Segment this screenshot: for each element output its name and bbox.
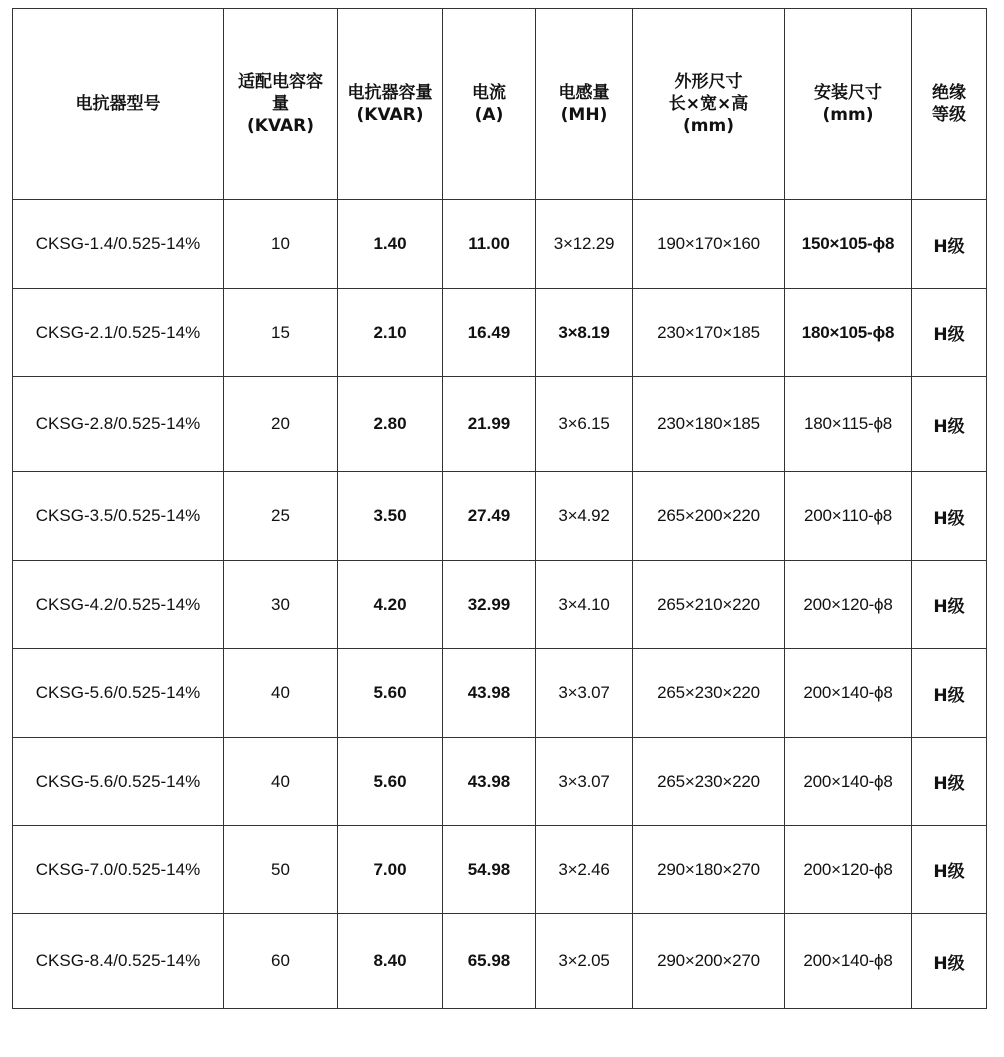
header-model: 电抗器型号 — [13, 9, 224, 200]
header-install-dimensions: 安装尺寸 (mm) — [785, 9, 912, 200]
table-row — [13, 649, 987, 738]
cell-insulation-class: H级 — [912, 649, 987, 738]
cell-reactor-capacity: 2.80 — [338, 377, 443, 472]
cell-inductance: 3×12.29 — [536, 200, 633, 289]
cell-reactor-capacity: 5.60 — [338, 649, 443, 738]
cell-outline-dimensions: 265×230×220 — [633, 649, 785, 738]
cell-inductance: 3×2.05 — [536, 914, 633, 1009]
cell-inductance: 3×2.46 — [536, 826, 633, 914]
cell-outline-dimensions: 290×180×270 — [633, 826, 785, 914]
cell-current: 32.99 — [443, 561, 536, 649]
cell-reactor-capacity: 1.40 — [338, 200, 443, 289]
header-insulation-class: 绝缘 等级 — [912, 9, 987, 200]
cell-model: CKSG-7.0/0.525-14% — [13, 826, 224, 914]
table-row — [13, 914, 987, 1009]
table-row — [13, 826, 987, 914]
cell-reactor-capacity: 2.10 — [338, 289, 443, 377]
cell-model: CKSG-8.4/0.525-14% — [13, 914, 224, 1009]
cell-current: 11.00 — [443, 200, 536, 289]
cell-insulation-class: H级 — [912, 472, 987, 561]
cell-model: CKSG-5.6/0.525-14% — [13, 738, 224, 826]
cell-capacitor-capacity: 40 — [224, 738, 338, 826]
table-row — [13, 561, 987, 649]
cell-capacitor-capacity: 60 — [224, 914, 338, 1009]
table-row — [13, 377, 987, 472]
cell-inductance: 3×3.07 — [536, 738, 633, 826]
header-current: 电流 (A) — [443, 9, 536, 200]
table-body — [13, 200, 987, 1009]
cell-outline-dimensions: 265×200×220 — [633, 472, 785, 561]
cell-inductance: 3×8.19 — [536, 289, 633, 377]
cell-insulation-class: H级 — [912, 561, 987, 649]
cell-reactor-capacity: 3.50 — [338, 472, 443, 561]
cell-current: 16.49 — [443, 289, 536, 377]
cell-insulation-class: H级 — [912, 377, 987, 472]
cell-inductance: 3×4.10 — [536, 561, 633, 649]
cell-model: CKSG-2.1/0.525-14% — [13, 289, 224, 377]
cell-install-dimensions: 180×115-ϕ8 — [785, 377, 912, 472]
cell-reactor-capacity: 8.40 — [338, 914, 443, 1009]
header-outline-dimensions: 外形尺寸 长×宽×高 (mm) — [633, 9, 785, 200]
cell-inductance: 3×6.15 — [536, 377, 633, 472]
cell-install-dimensions: 200×120-ϕ8 — [785, 826, 912, 914]
cell-install-dimensions: 200×140-ϕ8 — [785, 914, 912, 1009]
cell-model: CKSG-5.6/0.525-14% — [13, 649, 224, 738]
cell-current: 43.98 — [443, 649, 536, 738]
cell-model: CKSG-4.2/0.525-14% — [13, 561, 224, 649]
cell-inductance: 3×3.07 — [536, 649, 633, 738]
table-row — [13, 289, 987, 377]
cell-model: CKSG-2.8/0.525-14% — [13, 377, 224, 472]
cell-insulation-class: H级 — [912, 914, 987, 1009]
cell-insulation-class: H级 — [912, 738, 987, 826]
cell-install-dimensions: 200×140-ϕ8 — [785, 649, 912, 738]
cell-current: 21.99 — [443, 377, 536, 472]
cell-outline-dimensions: 230×180×185 — [633, 377, 785, 472]
cell-outline-dimensions: 190×170×160 — [633, 200, 785, 289]
cell-capacitor-capacity: 30 — [224, 561, 338, 649]
cell-install-dimensions: 200×110-ϕ8 — [785, 472, 912, 561]
cell-outline-dimensions: 265×210×220 — [633, 561, 785, 649]
cell-capacitor-capacity: 20 — [224, 377, 338, 472]
cell-install-dimensions: 200×140-ϕ8 — [785, 738, 912, 826]
cell-insulation-class: H级 — [912, 289, 987, 377]
cell-capacitor-capacity: 10 — [224, 200, 338, 289]
cell-install-dimensions: 200×120-ϕ8 — [785, 561, 912, 649]
cell-current: 65.98 — [443, 914, 536, 1009]
cell-model: CKSG-3.5/0.525-14% — [13, 472, 224, 561]
cell-current: 27.49 — [443, 472, 536, 561]
cell-capacitor-capacity: 25 — [224, 472, 338, 561]
cell-install-dimensions: 180×105-ϕ8 — [785, 289, 912, 377]
header-capacitor-capacity: 适配电容容 量 (KVAR) — [224, 9, 338, 200]
header-inductance: 电感量 (MH) — [536, 9, 633, 200]
cell-insulation-class: H级 — [912, 200, 987, 289]
cell-outline-dimensions: 265×230×220 — [633, 738, 785, 826]
cell-current: 54.98 — [443, 826, 536, 914]
reactor-spec-table — [12, 8, 987, 1009]
cell-reactor-capacity: 7.00 — [338, 826, 443, 914]
cell-model: CKSG-1.4/0.525-14% — [13, 200, 224, 289]
cell-capacitor-capacity: 40 — [224, 649, 338, 738]
table-row — [13, 200, 987, 289]
cell-insulation-class: H级 — [912, 826, 987, 914]
table-row — [13, 472, 987, 561]
cell-current: 43.98 — [443, 738, 536, 826]
cell-reactor-capacity: 4.20 — [338, 561, 443, 649]
cell-install-dimensions: 150×105-ϕ8 — [785, 200, 912, 289]
cell-outline-dimensions: 230×170×185 — [633, 289, 785, 377]
table-row — [13, 738, 987, 826]
cell-reactor-capacity: 5.60 — [338, 738, 443, 826]
header-row — [13, 9, 987, 200]
cell-inductance: 3×4.92 — [536, 472, 633, 561]
header-reactor-capacity: 电抗器容量 (KVAR) — [338, 9, 443, 200]
cell-capacitor-capacity: 15 — [224, 289, 338, 377]
cell-capacitor-capacity: 50 — [224, 826, 338, 914]
cell-outline-dimensions: 290×200×270 — [633, 914, 785, 1009]
